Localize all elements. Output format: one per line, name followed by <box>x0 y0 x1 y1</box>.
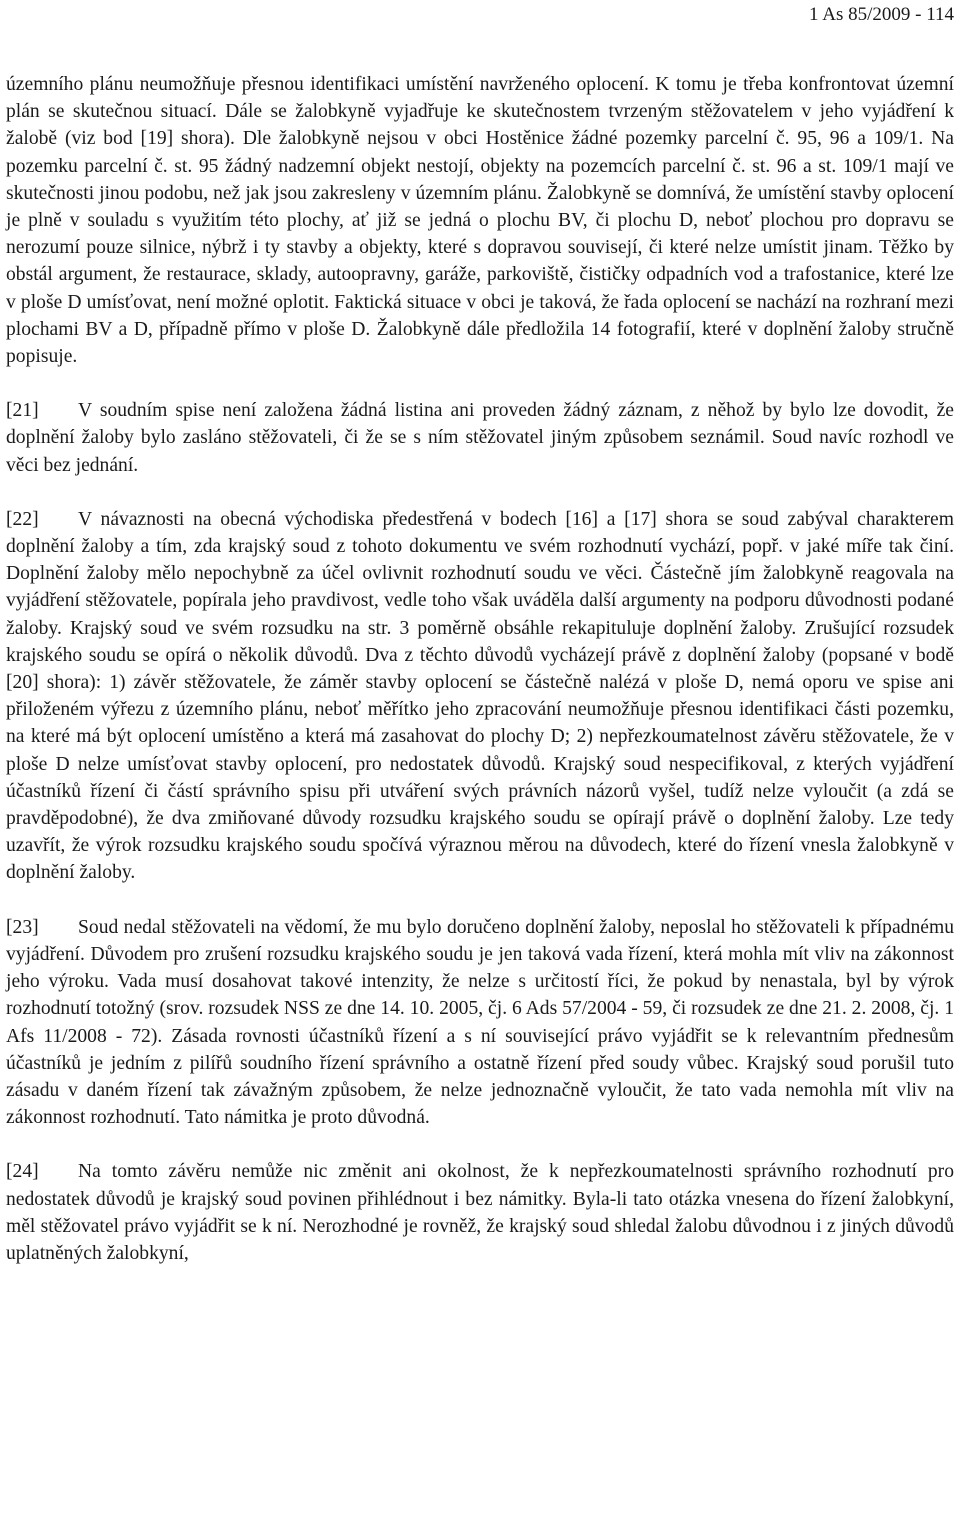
paragraph-number: [24] <box>6 1161 39 1183</box>
paragraph-24 <box>6 1158 954 1267</box>
case-reference: 1 As 85/2009 - 114 <box>809 4 954 25</box>
paragraph-text: Soud nedal stěžovateli na vědomí, že mu bylo doručeno doplnění žaloby, neposlal ho stěžovateli k případnému vyjádření. Důvodem pro zrušení rozsudku krajského soudu je jen taková vada řízení, která mohla mít vliv na zákonnost jeho výroku. Vada musí dosahovat takové intenzity, že nelze s určitostí říci, že pokud by nenastala, byl by výrok rozhodnutí totožný (srov. rozsudek NSS ze dne 14. 10. 2005, čj. 6 Ads 57/2004 - 59, či rozsudek ze dne 21. 2. 2008, čj. 1 Afs 11/2008 - 72). Zásada rovnosti účastníků řízení a s ní související právo vyjádřit se k relevantním přednesům účastníků je jedním z pilířů soudního řízení správního a ostatně řízení před soudy vůbec. Krajský soud porušil tuto zásadu v daném řízení tak závažným způsobem, že nelze jednoznačně vyloučit, že tato vada nemohla mít vliv na zákonnost rozhodnutí. Tato námitka je proto důvodná. <box>6 916 954 1129</box>
paragraph-number: [23] <box>6 916 39 938</box>
paragraph-21 <box>6 397 954 479</box>
paragraph-23 <box>6 914 954 1132</box>
paragraph-number: [21] <box>6 400 39 422</box>
paragraph-number: [22] <box>6 508 39 530</box>
paragraph-20-continuation <box>6 71 954 370</box>
paragraph-text: Na tomto závěru nemůže nic změnit ani okolnost, že k nepřezkoumatelnosti správního rozhodnutí pro nedostatek důvodů je krajský soud povinen přihlédnout i bez námitky. Byla-li tato otázka vnesena do řízení žalobkyní, měl stěžovatel právo vyjádřit se k ní. Nerozhodné je rovněž, že krajský soud shledal žalobu důvodnou i z jiných důvodů uplatněných žalobkyní, <box>6 1161 954 1264</box>
paragraph-text: V návaznosti na obecná východiska předestřená v bodech [16] a [17] shora se soud zabýval charakterem doplnění žaloby a tím, zda krajský soud z tohoto dokumentu ve svém rozhodnutí vychází, popř. v jaké míře tak činí. Doplnění žaloby mělo nepochybně za účel ovlivnit rozhodnutí soudu ve věci. Částečně jím žalobkyně reagovala na vyjádření stěžovatele, popírala jeho pravdivost, vedle toho však uváděla další argumenty na podporu důvodnosti podané žaloby. Krajský soud ve svém rozsudku na str. 3 poměrně obsáhle rekapituluje doplnění žaloby. Zrušující rozsudek krajského soudu se opírá o několik důvodů. Dva z těchto důvodů vycházejí právě z doplnění žaloby (popsané v bodě [20] shora): 1) závěr stěžovatele, že záměr stavby oplocení se částečně nalézá v ploše D, nemá oporu ve spise ani přiloženém výřezu z územního plánu, neboť měřítko jeho zpracování neumožňuje přesnou identifikaci části pozemku, na které má být oplocení umístěno a která má zasahovat do plochy D; 2) nepřezkoumatelnost závěru stěžovatele, že v ploše D nelze umísťovat stavby oplocení, pro nedostatek důvodů. Krajský soud nespecifikoval, z kterých vyjádření účastníků řízení či částí správního spisu při utváření svých právních názorů vyšel, tudíž nelze vyloučit (a zdá se pravděpodobné), že dva zmiňované důvody rozsudku krajského soudu se opírají právě o doplnění žaloby. Lze tedy uzavřít, že výrok rozsudku krajského soudu spočívá výraznou měrou na důvodech, které do řízení vnesla žalobkyně v doplnění žaloby. <box>6 508 954 884</box>
document-body <box>6 71 954 1267</box>
paragraph-22 <box>6 506 954 887</box>
paragraph-text: územního plánu neumožňuje přesnou identifikaci umístění navrženého oplocení. K tomu je třeba konfrontovat územní plán se skutečnou situací. Dále se žalobkyně vyjadřuje ke skutečnostem tvrzeným stěžovatelem v jeho vyjádření k žalobě (viz bod [19] shora). Dle žalobkyně nejsou v obci Hostěnice žádné pozemky parcelní č. 95, 96 a 109/1. Na pozemku parcelní č. st. 95 žádný nadzemní objekt nestojí, objekty na pozemcích parcelní č. st. 96 a st. 109/1 mají ve skutečnosti jinou podobu, než jak jsou zakresleny v územním plánu. Žalobkyně se domnívá, že umístění stavby oplocení je plně v souladu s využitím této plochy, ať již se jedná o plochu BV, či plochu D, neboť plochou pro dopravu se nerozumí pouze silnice, nýbrž i ty stavby a objekty, které s dopravou souvisejí, či které nelze umístit jinam. Těžko by obstál argument, že restaurace, sklady, autoopravny, garáže, parkoviště, čističky odpadních vod a trafostanice, které lze v ploše D umísťovat, není možné oplotit. Faktická situace v obci je taková, že řada oplocení se nachází na rozhraní mezi plochami BV a D, případně přímo v ploše D. Žalobkyně dále předložila 14 fotografií, které v doplnění žaloby stručně popisuje. <box>6 74 954 368</box>
paragraph-text: V soudním spise není založena žádná listina ani proveden žádný záznam, z něhož by bylo lze dovodit, že doplnění žaloby bylo zasláno stěžovateli, či že se s ním stěžovatel jiným způsobem seznámil. Soud navíc rozhodl ve věci bez jednání. <box>6 400 954 476</box>
